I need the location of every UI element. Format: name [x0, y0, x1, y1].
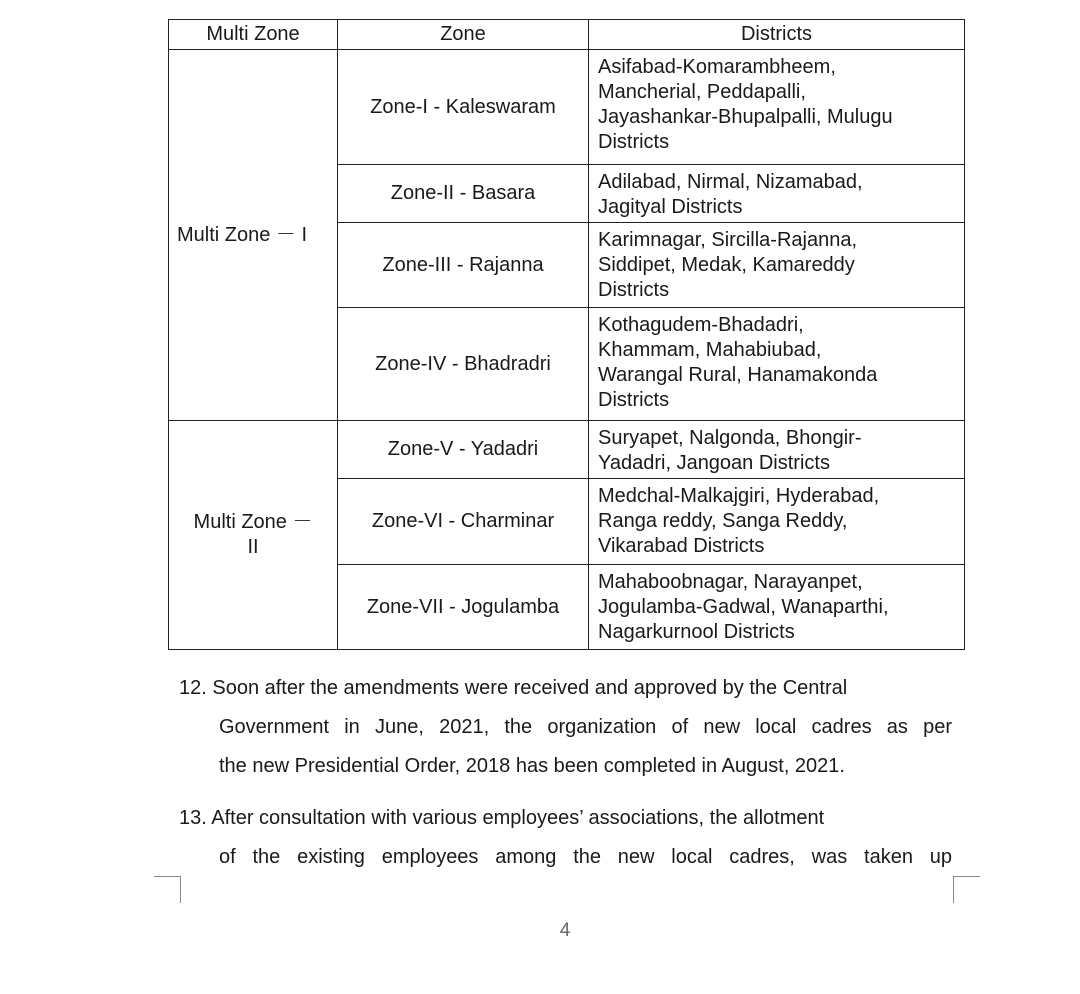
crop-mark-right	[953, 876, 980, 903]
paragraph-line: the new Presidential Order, 2018 has been completed in August, 2021.	[219, 755, 845, 777]
districts-cell: Asifabad-Komarambheem, Mancherial, Peddapalli, Jayashankar-Bhupalpalli, Mulugu Districts	[589, 50, 965, 165]
districts-cell: Suryapet, Nalgonda, Bhongir- Yadadri, Jangoan Districts	[589, 421, 965, 479]
header-multi-zone: Multi Zone	[169, 20, 338, 50]
multi-zone-2-cell: Multi Zone － II	[169, 421, 338, 650]
paragraph-line: Government in June, 2021, the organization of new local cadres as per	[219, 716, 952, 738]
districts-cell: Medchal-Malkajgiri, Hyderabad, Ranga reddy, Sanga Reddy, Vikarabad Districts	[589, 479, 965, 565]
districts-cell: Kothagudem-Bhadadri, Khammam, Mahabiubad, Warangal Rural, Hanamakonda Districts	[589, 308, 965, 421]
zone-cell: Zone-V - Yadadri	[338, 421, 589, 479]
zone-cell: Zone-I - Kaleswaram	[338, 50, 589, 165]
districts-cell: Mahaboobnagar, Narayanpet, Jogulamba-Gadwal, Wanaparthi, Nagarkurnool Districts	[589, 565, 965, 650]
districts-cell: Karimnagar, Sircilla-Rajanna, Siddipet, Medak, Kamareddy Districts	[589, 223, 965, 308]
zone-cell: Zone-II - Basara	[338, 165, 589, 223]
crop-mark-left	[154, 876, 181, 903]
zone-cell: Zone-VI - Charminar	[338, 479, 589, 565]
zone-cell: Zone-III - Rajanna	[338, 223, 589, 308]
paragraph-line: 13. After consultation with various employees’ associations, the allotment	[179, 807, 825, 829]
multi-zone-1-cell: Multi Zone － I	[169, 50, 338, 421]
zone-cell: Zone-IV - Bhadradri	[338, 308, 589, 421]
page-number: 4	[559, 920, 571, 941]
table-header-row	[169, 20, 965, 50]
paragraph-12	[179, 669, 952, 786]
table-row	[169, 50, 965, 165]
header-zone: Zone	[338, 20, 589, 50]
paragraph-13	[179, 799, 952, 877]
zones-table	[168, 19, 965, 650]
header-districts: Districts	[589, 20, 965, 50]
paragraph-line: of the existing employees among the new local cadres, was taken up	[219, 846, 952, 868]
districts-cell: Adilabad, Nirmal, Nizamabad, Jagityal Districts	[589, 165, 965, 223]
paragraph-line: 12. Soon after the amendments were received and approved by the Central	[179, 677, 848, 699]
zone-cell: Zone-VII - Jogulamba	[338, 565, 589, 650]
table-row	[169, 421, 965, 479]
